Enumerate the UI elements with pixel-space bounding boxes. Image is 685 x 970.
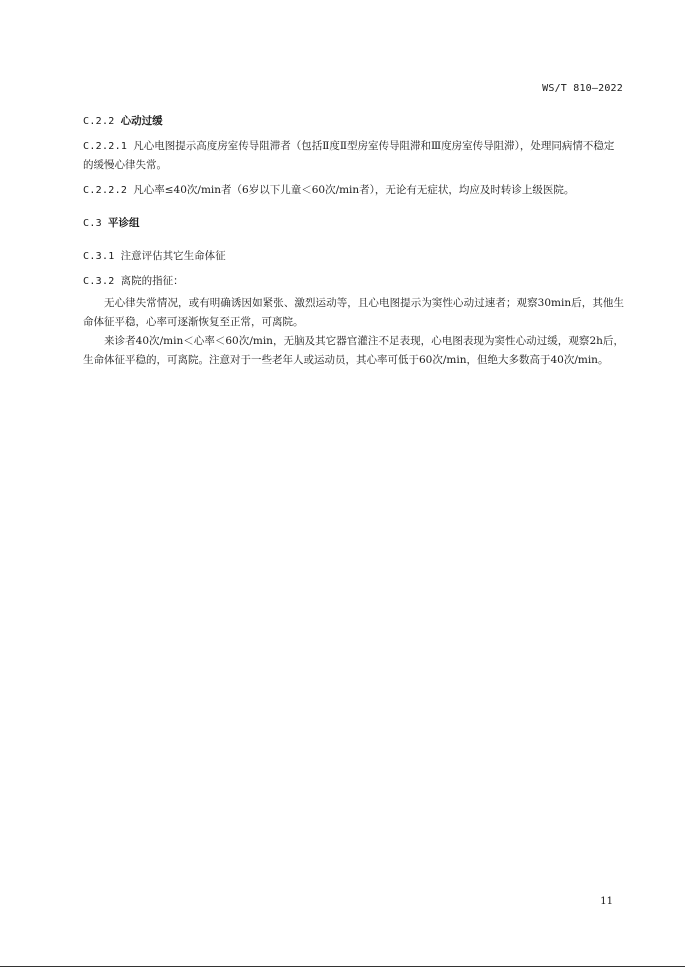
paragraph: 来诊者40次/min＜心率＜60次/min，无脑及其它器官灌注不足表现，心电图表现为窦性心动过缓，观察2h后，生命体征平稳的，可离院。注意对于一些老年人或运动员，其心率可低于60次/min，但绝大多数高于40次/min。	[83, 335, 624, 366]
clause-number: C.3.2	[83, 276, 115, 287]
clause-text: 离院的指征：	[120, 275, 184, 287]
clause-number: C.2.2.1	[83, 141, 128, 152]
page-content	[83, 112, 624, 370]
clause-text: 注意评估其它生命体征	[120, 250, 226, 262]
section-c31	[83, 247, 624, 266]
section-c2221	[83, 137, 624, 175]
clause-text: 凡心电图提示高度房室传导阻滞者（包括Ⅱ度Ⅱ型房室传导阻滞和Ⅲ度房室传导阻滞），处理同病情不稳定的缓慢心律失常。	[83, 140, 615, 171]
section-c222-heading	[83, 112, 624, 131]
section-c3-heading	[83, 214, 624, 233]
section-title: 平诊组	[107, 217, 140, 229]
page-number: 11	[600, 896, 613, 907]
clause-number: C.3.1	[83, 251, 115, 262]
footer-divider	[0, 966, 685, 967]
section-c32	[83, 272, 624, 291]
standard-code: WS/T 810—2022	[542, 83, 623, 94]
section-number: C.3	[83, 218, 102, 229]
section-c2222	[83, 181, 624, 200]
section-title: 心动过缓	[120, 115, 163, 127]
paragraph: 无心律失常情况，或有明确诱因如紧张、激烈运动等，且心电图提示为窦性心动过速者；观察30min后，其他生命体征平稳，心率可逐渐恢复至正常，可离院。	[83, 297, 624, 328]
section-number: C.2.2	[83, 116, 115, 127]
clause-number: C.2.2.2	[83, 185, 128, 196]
clause-text: 凡心率≤40次/min者（6岁以下儿童＜60次/min者），无论有无症状，均应及时转诊上级医院。	[133, 184, 575, 196]
